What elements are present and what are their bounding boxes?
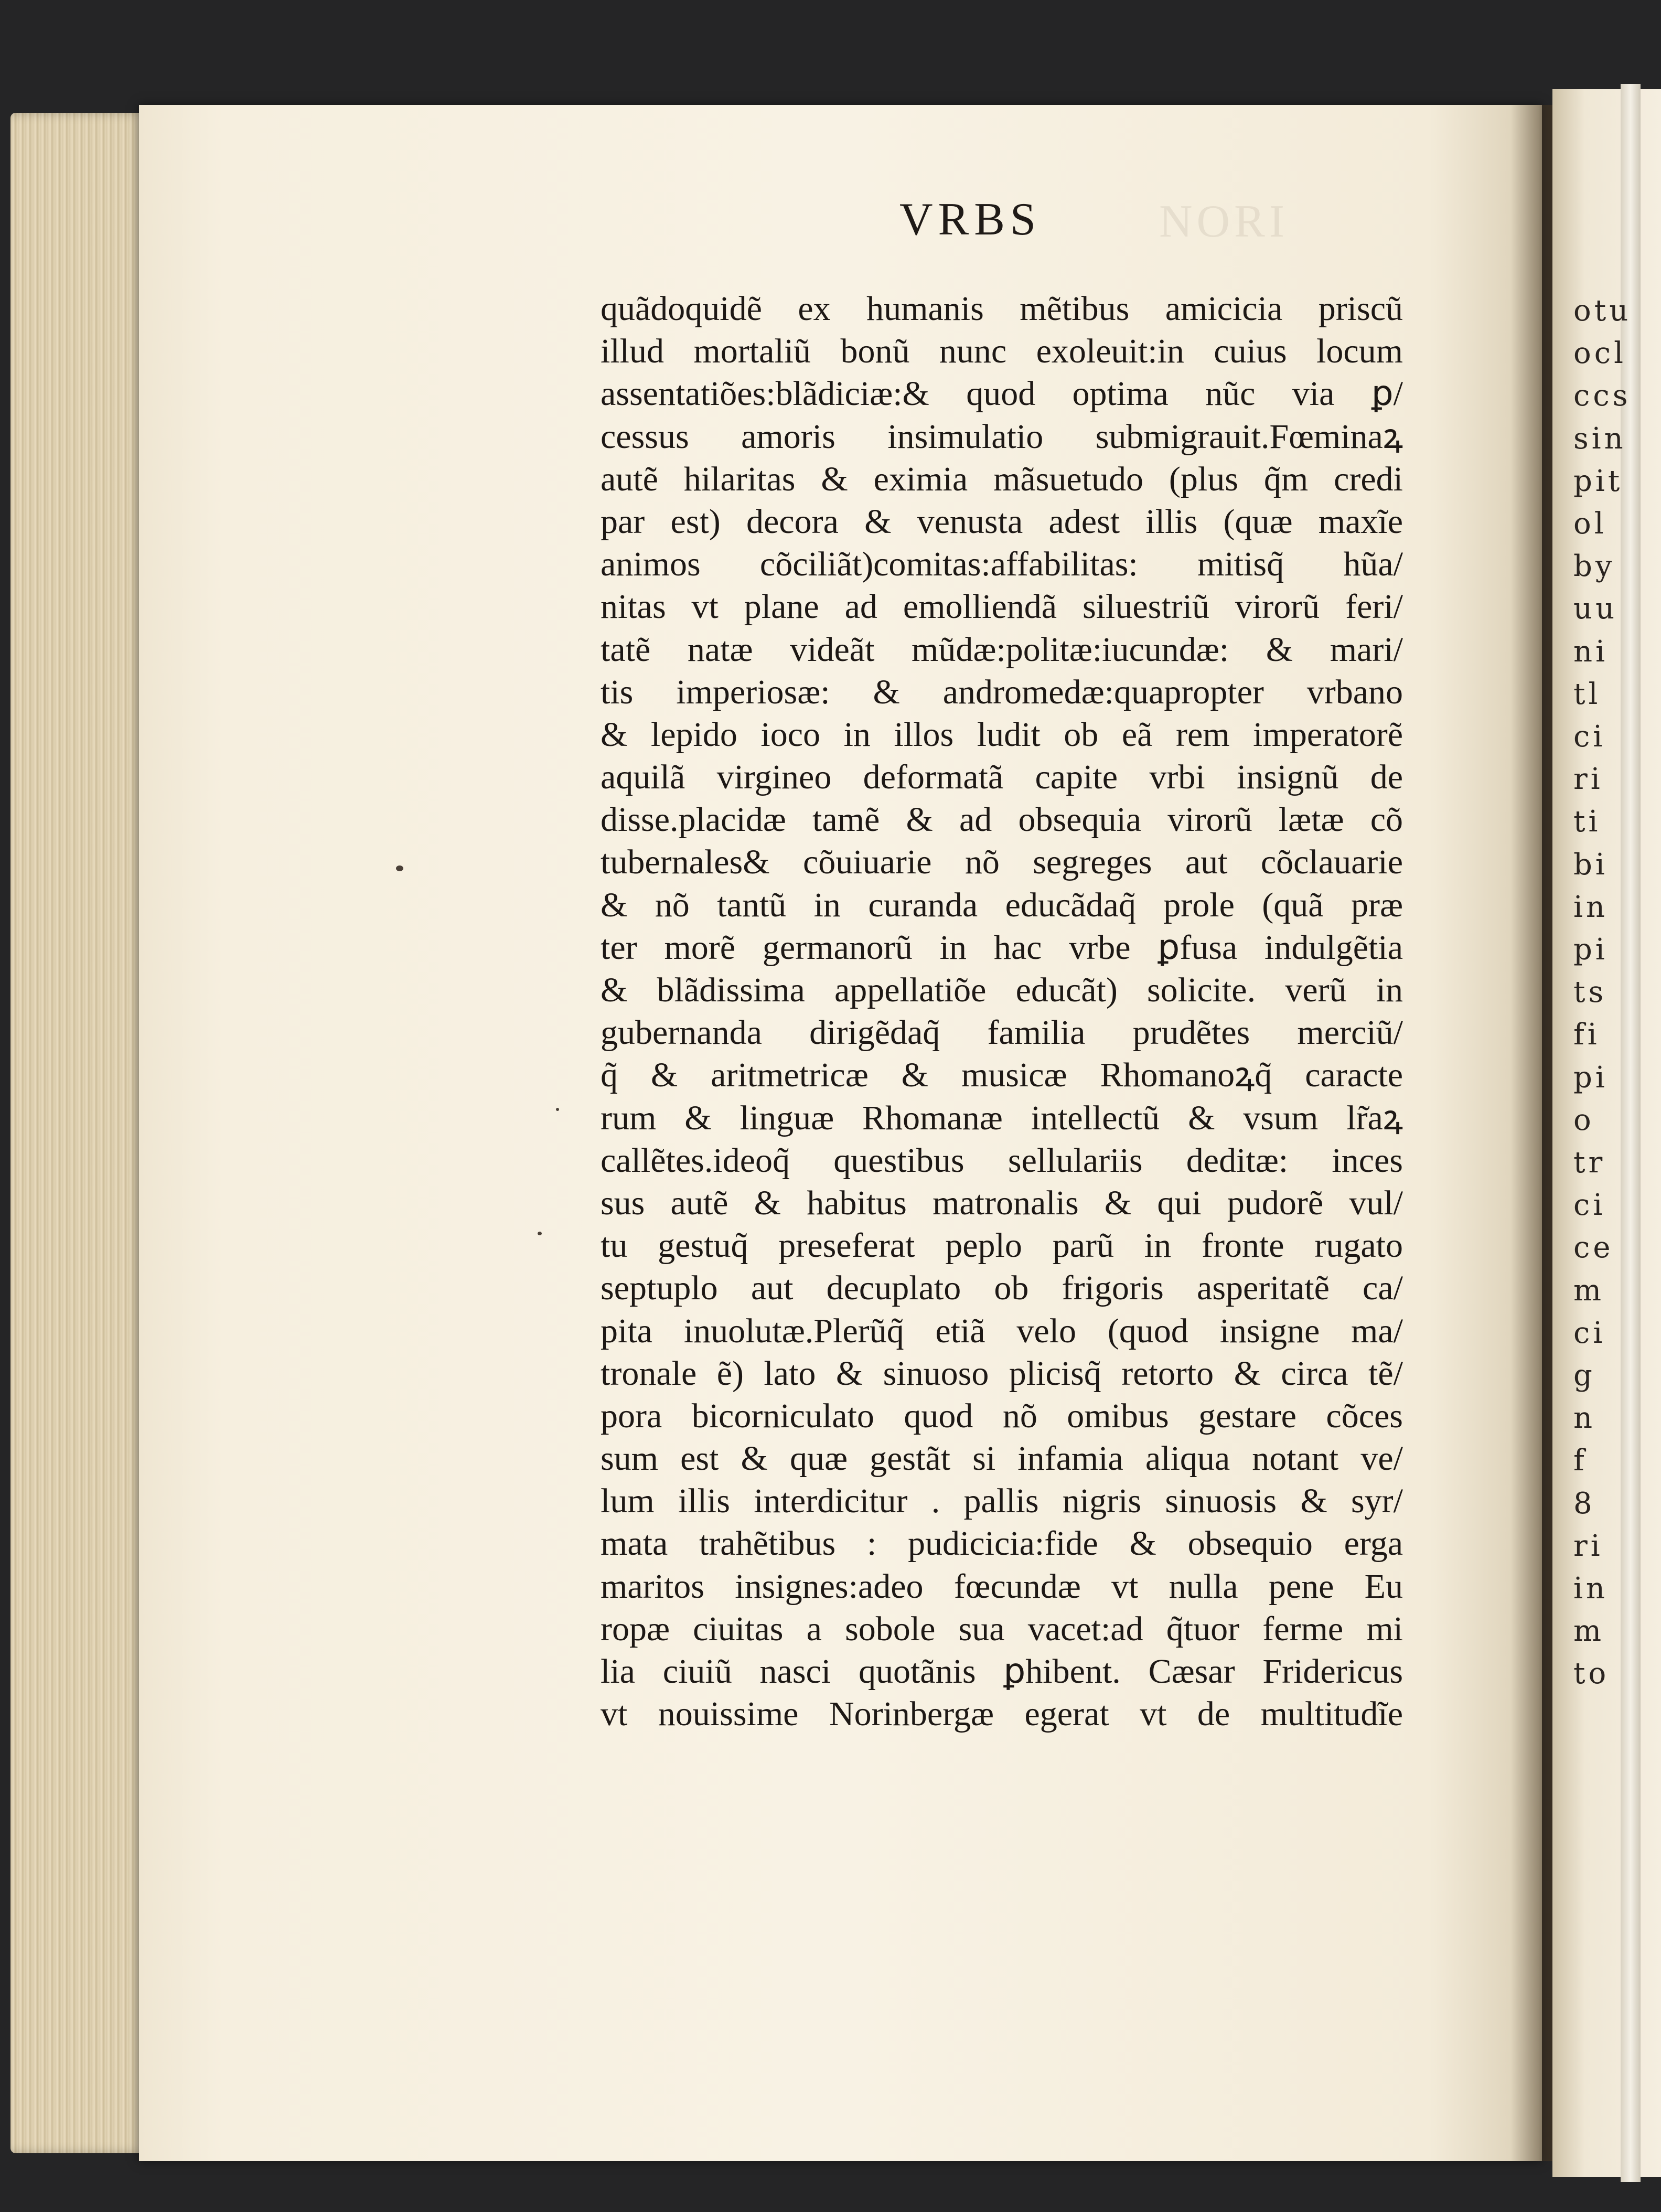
facing-page-fragment: tl: [1573, 677, 1601, 711]
text-line: sum est & quæ gestãt si infamia aliqua notant ve/: [601, 1439, 1403, 1478]
text-line: mata trahẽtibus : pudicicia:fide & obsequio erga: [601, 1524, 1403, 1563]
text-line: ropæ ciuitas a sobole sua vacet:ad q̃tuor ferme mi: [601, 1609, 1403, 1648]
text-line: autẽ hilaritas & eximia mãsuetudo (plus q̃m credi: [601, 460, 1403, 498]
page-speck: [396, 865, 403, 871]
facing-page-fragment: ccs: [1573, 379, 1631, 413]
text-line: quãdoquidẽ ex humanis mẽtibus amicicia priscũ: [601, 290, 1403, 328]
facing-page-fragment: pi: [1573, 1060, 1608, 1095]
page-speck: [556, 1108, 559, 1111]
facing-page-fragment: f: [1573, 1444, 1588, 1478]
text-line: & blãdissima appellatiõe educãt) solicite. verũ in: [601, 971, 1403, 1009]
facing-page-fragment: by: [1573, 549, 1615, 584]
facing-page-fragment: g: [1573, 1359, 1595, 1393]
text-line: pita inuolutæ.Plerũq̃ etiã velo (quod insigne ma/: [601, 1311, 1403, 1350]
facing-page-fragment: ti: [1573, 805, 1601, 839]
book-gutter: [1510, 105, 1558, 2161]
facing-page-fragment: uu: [1573, 592, 1618, 626]
facing-page-fragment: 8: [1573, 1486, 1595, 1521]
facing-page-fragment: fi: [1573, 1018, 1600, 1052]
facing-page-fragment: in: [1573, 1572, 1608, 1606]
facing-page-fragment: in: [1573, 890, 1608, 924]
facing-page-fragment: ce: [1573, 1231, 1614, 1265]
text-line: cessus amoris insimulatio submigrauit.Fœminaꝝ: [601, 417, 1403, 456]
text-line: maritos insignes:adeo fœcundæ vt nulla pene Eu: [601, 1567, 1403, 1606]
text-line: q̃ & aritmetricæ & musicæ Rhomanoꝝq̃ caracte: [601, 1056, 1403, 1095]
page-speck: [538, 1232, 542, 1235]
facing-page-fragment: ocl: [1573, 336, 1626, 371]
facing-page-fragment: tr: [1573, 1146, 1606, 1180]
show-through-heading: NORI: [1159, 196, 1289, 247]
text-line: lia ciuiũ nasci quotãnis ꝑhibent. Cæsar Fridericus: [601, 1652, 1403, 1691]
text-line: tronale ẽ) lato & sinuoso plicisq̃ retorto & circa tẽ/: [601, 1354, 1403, 1393]
text-line: ter morẽ germanorũ in hac vrbe ꝑfusa indulgẽtia: [601, 928, 1403, 967]
main-text-column: [601, 287, 1403, 1735]
left-page-stack: [10, 113, 147, 2153]
facing-page-fragment: otu: [1573, 294, 1632, 328]
facing-page-fragment: ri: [1573, 762, 1603, 797]
text-line: disse.placidæ tamẽ & ad obsequia virorũ lætæ cõ: [601, 800, 1403, 839]
facing-page-fragment: to: [1573, 1657, 1610, 1691]
text-line: & nõ tantũ in curanda educãdaq̃ prole (quã præ: [601, 885, 1403, 924]
text-line: pora bicorniculato quod nõ omibus gestare cõces: [601, 1396, 1403, 1435]
text-line: tu gestuq̃ preseferat peplo parũ in fronte rugato: [601, 1226, 1403, 1265]
running-head: VRBS: [899, 194, 1041, 245]
text-line: lum illis interdicitur . pallis nigris sinuosis & syr/: [601, 1482, 1403, 1521]
text-line: sus autẽ & habitus matronalis & qui pudorẽ vul/: [601, 1183, 1403, 1222]
facing-page-fragment: pi: [1573, 933, 1608, 967]
facing-page-fragment: ol: [1573, 507, 1607, 541]
facing-page-fragment: m: [1573, 1273, 1605, 1308]
text-line: aquilã virgineo deformatã capite vrbi insignũ de: [601, 758, 1403, 797]
text-line: assentatiões:blãdiciæ:& quod optima nũc via ꝑ/: [601, 375, 1403, 413]
text-line: illud mortaliũ bonũ nunc exoleuit:in cuius locum: [601, 332, 1403, 371]
text-line: par est) decora & venusta adest illis (quæ maxĩe: [601, 502, 1403, 541]
facing-page-fragment: ci: [1573, 720, 1606, 754]
text-line: callẽtes.ideoq̃ questibus sellulariis deditæ: inces: [601, 1141, 1403, 1180]
text-line: vt nouissime Norinbergæ egerat vt de multitudĩe: [601, 1695, 1403, 1734]
text-line: tubernales& cõuiuarie nõ segreges aut cõclauarie: [601, 843, 1403, 882]
facing-page-fragment: bi: [1573, 847, 1608, 882]
text-line: tis imperiosæ: & andromedæ:quapropter vrbano: [601, 672, 1403, 711]
facing-page-fragment: sin: [1573, 421, 1626, 456]
facing-page-fragment: ci: [1573, 1316, 1606, 1350]
text-line: gubernanda dirigẽdaq̃ familia prudẽtes merciũ/: [601, 1013, 1403, 1052]
facing-page-fragment: ni: [1573, 634, 1608, 669]
facing-page-fragment: o: [1573, 1103, 1594, 1137]
facing-page-fragment: ri: [1573, 1529, 1603, 1563]
facing-page-fragment: pit: [1573, 464, 1623, 498]
text-line: & lepido ioco in illos ludit ob eã rem imperatorẽ: [601, 715, 1403, 754]
facing-page-fragment: ts: [1573, 975, 1607, 1010]
text-line: rum & linguæ Rhomanæ intellectũ & vsum lr̃aꝝ: [601, 1098, 1403, 1137]
text-line: nitas vt plane ad emolliendã siluestriũ virorũ feri/: [601, 587, 1403, 626]
facing-page-fragment: m: [1573, 1614, 1605, 1649]
text-line: tatẽ natæ videãt mũdæ:politæ:iucundæ: & mari/: [601, 630, 1403, 669]
text-line: septuplo aut decuplato ob frigoris asperitatẽ ca/: [601, 1269, 1403, 1308]
text-line: animos cõciliãt)comitas:affabilitas: mitisq̃ hũa/: [601, 545, 1403, 584]
facing-page-fragment: ci: [1573, 1188, 1606, 1223]
facing-page-fragment: n: [1573, 1401, 1596, 1436]
